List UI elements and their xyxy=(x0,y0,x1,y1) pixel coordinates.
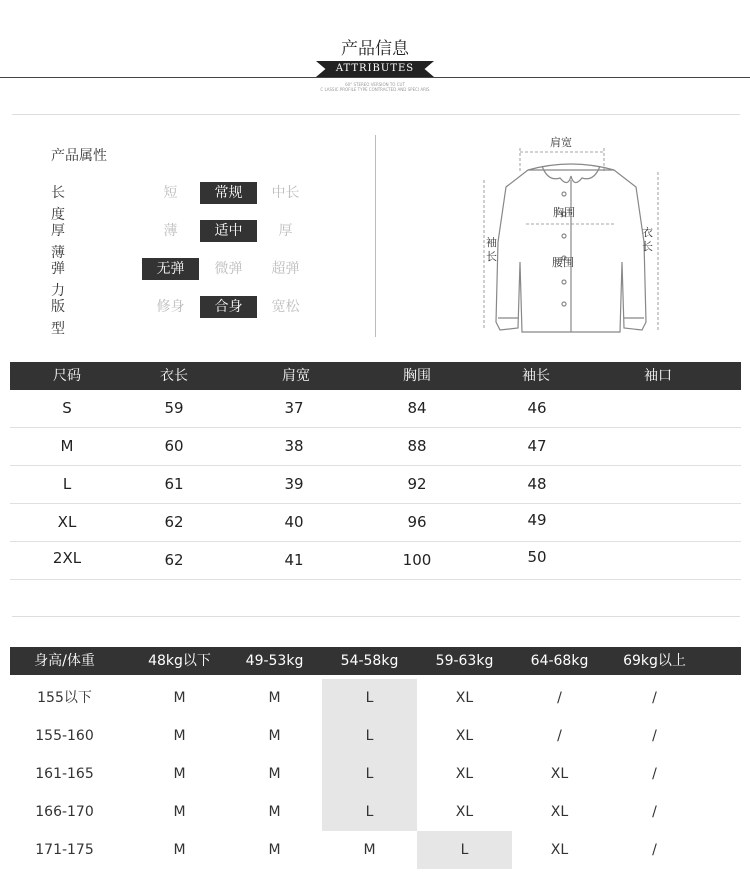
table-cell: 40 xyxy=(284,513,304,531)
table-cell: 49 xyxy=(527,511,547,529)
table-cell: 46 xyxy=(527,399,547,417)
header-cell: 64-68kg xyxy=(530,653,589,669)
table-cell: 171-175 xyxy=(35,842,94,858)
header-cell: 尺码 xyxy=(53,368,81,384)
header-cell: 袖长 xyxy=(522,368,550,384)
table-cell: / xyxy=(557,690,562,706)
table-cell: 62 xyxy=(164,551,184,569)
header-cell: 袖口 xyxy=(644,368,672,384)
subtitle-line-2: C LASSIC PROFILE TYPE CONTRACTED AND SPECI ARIS xyxy=(320,87,430,92)
table-cell: XL xyxy=(455,804,474,820)
table-cell: / xyxy=(557,728,562,744)
table-cell: / xyxy=(652,804,657,820)
attribute-option-selected: 适中 xyxy=(200,220,257,242)
label-waist: 腰围 xyxy=(552,256,574,269)
table-cell-highlighted: L xyxy=(322,755,417,793)
label-chest: 胸围 xyxy=(553,206,575,219)
table-cell: 39 xyxy=(284,475,304,493)
vertical-divider xyxy=(375,135,376,337)
header-cell: 54-58kg xyxy=(340,653,399,669)
table-cell: XL xyxy=(550,804,569,820)
table-cell: 37 xyxy=(284,399,304,417)
table-cell: 100 xyxy=(402,551,432,569)
table-cell: XL xyxy=(455,766,474,782)
table-cell: 50 xyxy=(527,548,547,566)
table-cell: XL xyxy=(57,513,77,531)
attribute-option-selected: 常规 xyxy=(200,182,257,204)
header-cell: 48kg以下 xyxy=(148,653,211,669)
header-cell: 69kg以上 xyxy=(623,653,686,669)
row-divider xyxy=(10,427,741,428)
header-cell: 49-53kg xyxy=(245,653,304,669)
attribute-row-fit xyxy=(51,296,331,337)
header-cell: 59-63kg xyxy=(435,653,494,669)
table-cell: XL xyxy=(455,728,474,744)
table-cell: 84 xyxy=(407,399,427,417)
table-cell: M xyxy=(60,437,74,455)
table-cell: 48 xyxy=(527,475,547,493)
table-cell: M xyxy=(268,804,281,820)
table-cell: M xyxy=(173,766,186,782)
fit-table-body xyxy=(10,679,741,869)
attributes-banner xyxy=(316,61,434,77)
page-title: 产品信息 xyxy=(341,39,409,59)
row-divider xyxy=(10,579,741,580)
attribute-row-length xyxy=(51,182,331,223)
table-cell: M xyxy=(268,690,281,706)
header-cell: 肩宽 xyxy=(282,368,310,384)
attribute-option: 微弹 xyxy=(214,261,243,277)
header-cell: 胸围 xyxy=(403,368,431,384)
subtitle-line-1: 60° STEREO VERSION TO CUT xyxy=(345,82,405,87)
table-row xyxy=(10,428,741,466)
table-cell: 2XL xyxy=(52,549,82,567)
table-cell: XL xyxy=(550,766,569,782)
title-rule xyxy=(0,77,750,78)
table-cell: 41 xyxy=(284,551,304,569)
attribute-option: 修身 xyxy=(156,299,185,315)
label-shoulder: 肩宽 xyxy=(550,136,572,149)
label-sleeve: 袖长 xyxy=(486,236,497,263)
attribute-option: 薄 xyxy=(163,223,178,239)
table-cell: XL xyxy=(550,842,569,858)
fit-table-header xyxy=(10,647,741,675)
attribute-label: 弹力 xyxy=(51,261,83,299)
table-cell: 47 xyxy=(527,437,547,455)
table-row xyxy=(10,466,741,504)
table-cell: / xyxy=(652,728,657,744)
table-cell: 59 xyxy=(164,399,184,417)
table-cell: 96 xyxy=(407,513,427,531)
table-row xyxy=(10,504,741,542)
table-cell: 92 xyxy=(407,475,427,493)
attributes-heading: 产品属性 xyxy=(51,148,107,164)
table-cell-highlighted: L xyxy=(322,717,417,755)
attribute-label: 厚薄 xyxy=(51,223,83,261)
table-cell-highlighted: L xyxy=(417,831,512,869)
table-cell: M xyxy=(173,690,186,706)
table-row xyxy=(10,390,741,428)
label-length: 衣长 xyxy=(642,226,653,253)
garment-diagram xyxy=(476,132,666,342)
attribute-row-thickness xyxy=(51,220,331,261)
table-cell: M xyxy=(268,728,281,744)
attribute-row-elasticity xyxy=(51,258,331,299)
attribute-option-selected: 合身 xyxy=(200,296,257,318)
size-table-body xyxy=(10,390,741,580)
table-cell: M xyxy=(363,842,376,858)
divider xyxy=(12,114,740,115)
table-cell: / xyxy=(652,766,657,782)
table-cell: L xyxy=(62,475,72,493)
banner-text: ATTRIBUTES xyxy=(335,63,415,74)
table-cell: M xyxy=(173,804,186,820)
attribute-option: 中长 xyxy=(271,185,300,201)
table-cell: M xyxy=(268,766,281,782)
header-cell: 衣长 xyxy=(160,368,188,384)
table-cell: 155以下 xyxy=(37,690,92,706)
attribute-label: 版型 xyxy=(51,299,83,337)
attribute-option: 超弹 xyxy=(271,261,300,277)
attribute-option: 短 xyxy=(163,185,178,201)
table-cell-highlighted: L xyxy=(322,793,417,831)
table-cell: 161-165 xyxy=(35,766,94,782)
attribute-option: 宽松 xyxy=(271,299,300,315)
attribute-option-selected: 无弹 xyxy=(142,258,199,280)
table-cell: S xyxy=(62,399,72,417)
table-cell: XL xyxy=(455,690,474,706)
table-cell: / xyxy=(652,690,657,706)
row-divider xyxy=(10,541,741,542)
table-cell: / xyxy=(652,842,657,858)
table-row xyxy=(10,542,741,580)
table-cell: M xyxy=(173,728,186,744)
divider xyxy=(12,616,740,617)
attribute-option: 厚 xyxy=(278,223,293,239)
table-cell: 60 xyxy=(164,437,184,455)
shirt-icon xyxy=(476,132,666,342)
header-cell: 身高/体重 xyxy=(34,653,95,669)
table-cell: M xyxy=(173,842,186,858)
attribute-label: 长度 xyxy=(51,185,83,223)
table-cell: 88 xyxy=(407,437,427,455)
size-table-header xyxy=(10,362,741,390)
table-cell: 62 xyxy=(164,513,184,531)
table-cell: 61 xyxy=(164,475,184,493)
table-cell-highlighted: L xyxy=(322,679,417,717)
table-cell: 166-170 xyxy=(35,804,94,820)
row-divider xyxy=(10,503,741,504)
row-divider xyxy=(10,465,741,466)
table-cell: 155-160 xyxy=(35,728,94,744)
table-cell: 38 xyxy=(284,437,304,455)
table-cell: M xyxy=(268,842,281,858)
